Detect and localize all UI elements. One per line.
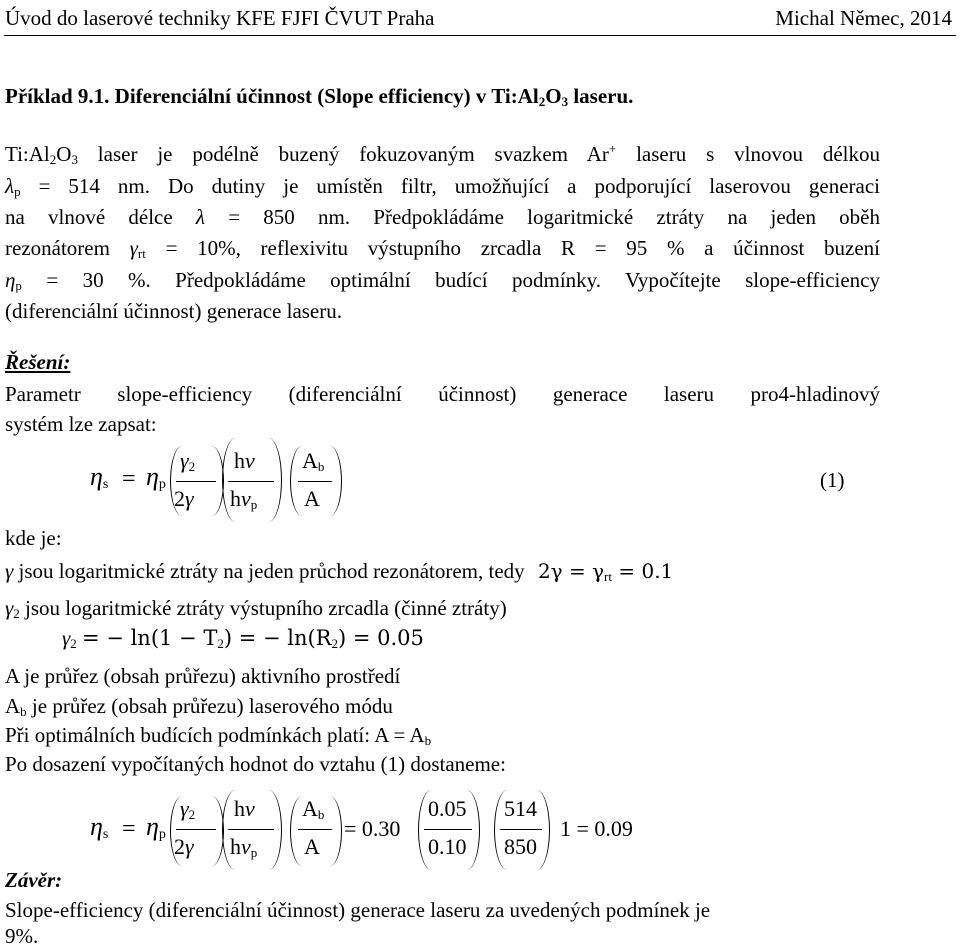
- problem-line-5: $\eta_p = 30$ %. Předpokládáme optimální budící podmínky. Vypočítejte slope-efficiency: [5, 268, 880, 293]
- solution-line-1: Parametr slope-efficiency (diferenciální účinnost) generace laseru pro4-hladinový: [5, 382, 880, 406]
- conclusion-line-1: Slope-efficiency (diferenciální účinnost) generace laseru za uvedených podmínek je: [5, 898, 711, 922]
- where-label: kde je:: [5, 526, 62, 550]
- a-definition: A je průřez (obsah průřezu) aktivního prostředí: [5, 664, 401, 688]
- document-author: Michal Němec, 2014: [775, 6, 952, 30]
- problem-line-6: (diferenciální účinnost) generace laseru.: [5, 299, 342, 323]
- problem-line-4: rezonátorem $\gamma_{rt} = 10\%$, reflexivitu výstupního zrcadla R = 95 % a účinnost buzení: [5, 236, 880, 261]
- gamma2-equation: $\gamma_2$ = − $\ln(1 - T_2)$ = − $\ln(R_2) = 0.05$: [62, 626, 424, 651]
- gamma2-definition: $\gamma_2$ jsou logaritmické ztráty výstupního zrcadla (činné ztráty): [5, 596, 507, 621]
- example-heading: Příklad 9.1. Diferenciální účinnost (Slope efficiency) v $Ti:Al_2O_3$ laseru.: [5, 84, 634, 109]
- header-divider: [4, 35, 956, 36]
- document-title: Úvod do laserové techniky KFE FJFI ČVUT Praha: [5, 6, 435, 30]
- solution-heading: Řešení:: [5, 350, 71, 374]
- ab-definition: $A_b$ je průřez (obsah průřezu) laserového módu: [5, 694, 393, 719]
- conclusion-line-2: 9%.: [5, 924, 39, 948]
- substitution-line: Po dosazení vypočítaných hodnot do vztahu (1) dostaneme:: [5, 752, 506, 776]
- optimal-condition: Při optimálních budících podmínkách platí: $A = A_b$: [5, 723, 432, 748]
- problem-line-1: $Ti:Al_2O_3$ laser je podélně buzený fokuzovaným svazkem Ar+ laseru s vlnovou délkou: [5, 141, 880, 167]
- equation-1-number: (1): [820, 468, 845, 492]
- problem-line-2: $\lambda_p = 514$ nm. Do dutiny je umístěn filtr, umožňující a podporující laserovou generaci: [5, 174, 880, 199]
- gamma-definition: γ jsou logaritmické ztráty na jeden průchod rezonátorem, tedy $2\gamma = \gamma_{rt} = 0.1$: [5, 559, 674, 584]
- conclusion-heading: Závěr:: [5, 868, 63, 892]
- problem-line-3: na vlnové délce λ = 850 nm. Předpokládáme logaritmické ztráty na jeden oběh: [5, 205, 880, 229]
- solution-line-2: systém lze zapsat:: [5, 412, 157, 436]
